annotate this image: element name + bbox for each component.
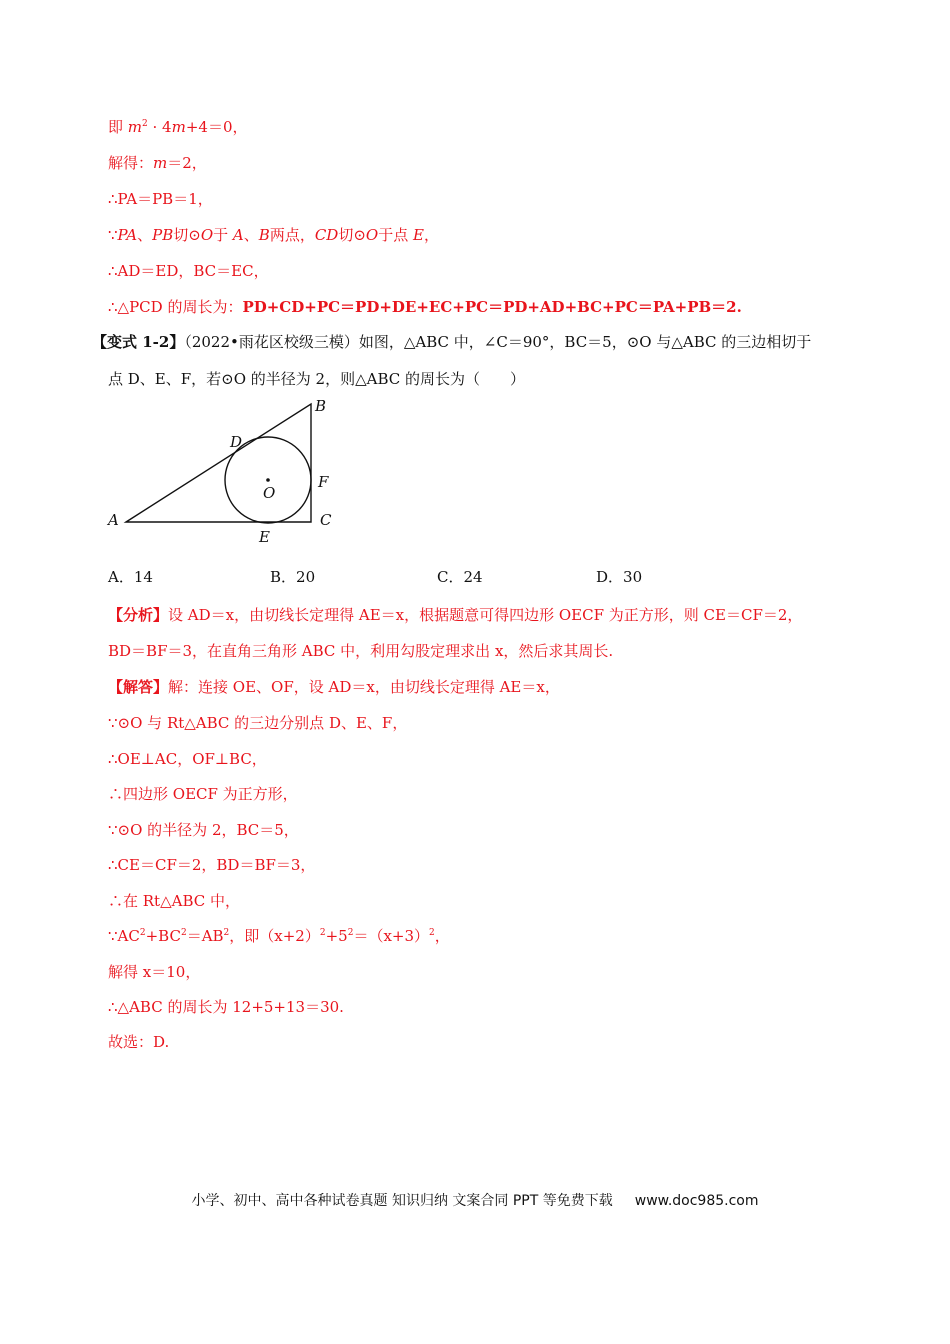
label-f: F <box>318 473 329 491</box>
problem-source: （2022•雨花区校级三模） <box>184 333 359 351</box>
label-e: E <box>259 528 270 546</box>
option-a: A．14 <box>108 568 153 586</box>
footer-url: www.doc985.com <box>634 1193 759 1209</box>
label-b: B <box>315 397 327 415</box>
label-c: C <box>320 511 332 529</box>
answer-line-3: ∴OE⊥AC，OF⊥BC， <box>108 750 267 768</box>
answer-line-4: ∴四边形 OECF 为正方形， <box>108 785 298 803</box>
analysis-line-1: 【分析】设 AD＝x，由切线长定理得 AE＝x，根据题意可得四边形 OECF 为正方形，则 CE＝CF＝2， <box>108 606 803 624</box>
solution-line-1: 即 $m^2 \cdot 4m+4=0$， <box>108 118 248 136</box>
problem-line-1: 【变式 1-2】（2022•雨花区校级三模）如图，△ABC 中，∠C＝90°，BC＝5，⊙O 与△ABC 的三边相切于 <box>92 333 812 351</box>
answer-line-8: $\because AC^2+BC^2=AB^2$，即$(x+2)^2+5^2=(x+3)^2$， <box>108 927 450 945</box>
answer-line-10: ∴△ABC 的周长为 12+5+13＝30. <box>108 998 344 1016</box>
answer-line-9: 解得 x＝10， <box>108 963 201 981</box>
analysis-tag: 【分析】 <box>108 606 169 624</box>
solution-line-6: ∴△PCD 的周长为：PD+CD+PC＝PD+DE+EC+PC＝PD+AD+BC+PC＝PA+PB＝2. <box>108 298 742 316</box>
problem-line-2: 点 D、E、F，若⊙O 的半径为 2，则△ABC 的周长为（ ） <box>108 370 526 388</box>
answer-line-2: ∵⊙O 与 Rt△ABC 的三边分别点 D、E、F， <box>108 714 408 732</box>
footer-text: 小学、初中、高中各种试卷真题 知识归纳 文案合同 PPT 等免费下载 <box>191 1193 613 1209</box>
option-d: D．30 <box>596 568 643 586</box>
label-d: D <box>230 433 243 451</box>
triangle-abc <box>126 404 311 522</box>
label-o: O <box>263 484 276 502</box>
geometry-figure <box>98 392 348 550</box>
solution-line-2: 解得：m＝2， <box>108 154 207 172</box>
answer-line-7: ∴在 Rt△ABC 中， <box>108 892 241 910</box>
solution-line-3: ∴PA＝PB＝1， <box>108 190 213 208</box>
analysis-line-2: BD＝BF＝3，在直角三角形 ABC 中，利用勾股定理求出 x，然后求其周长. <box>108 642 614 660</box>
answer-line-11: 故选：D. <box>108 1033 170 1051</box>
label-a: A <box>108 511 119 529</box>
option-c: C．24 <box>437 568 483 586</box>
page-footer <box>0 1190 950 1212</box>
solution-line-4: ∵PA、PB切⊙O于 A、B两点，CD切⊙O于点 E， <box>108 226 439 244</box>
option-b: B．20 <box>270 568 316 586</box>
center-point-o <box>266 478 270 482</box>
answer-tag: 【解答】 <box>108 678 169 696</box>
solution-line-5: ∴AD＝ED，BC＝EC， <box>108 262 269 280</box>
problem-tag: 【变式 1-2】 <box>92 333 185 351</box>
answer-line-1: 【解答】解：连接 OE、OF，设 AD＝x，由切线长定理得 AE＝x， <box>108 678 560 696</box>
answer-line-5: ∵⊙O 的半径为 2，BC＝5， <box>108 821 299 839</box>
answer-line-6: ∴CE＝CF＝2，BD＝BF＝3， <box>108 856 316 874</box>
